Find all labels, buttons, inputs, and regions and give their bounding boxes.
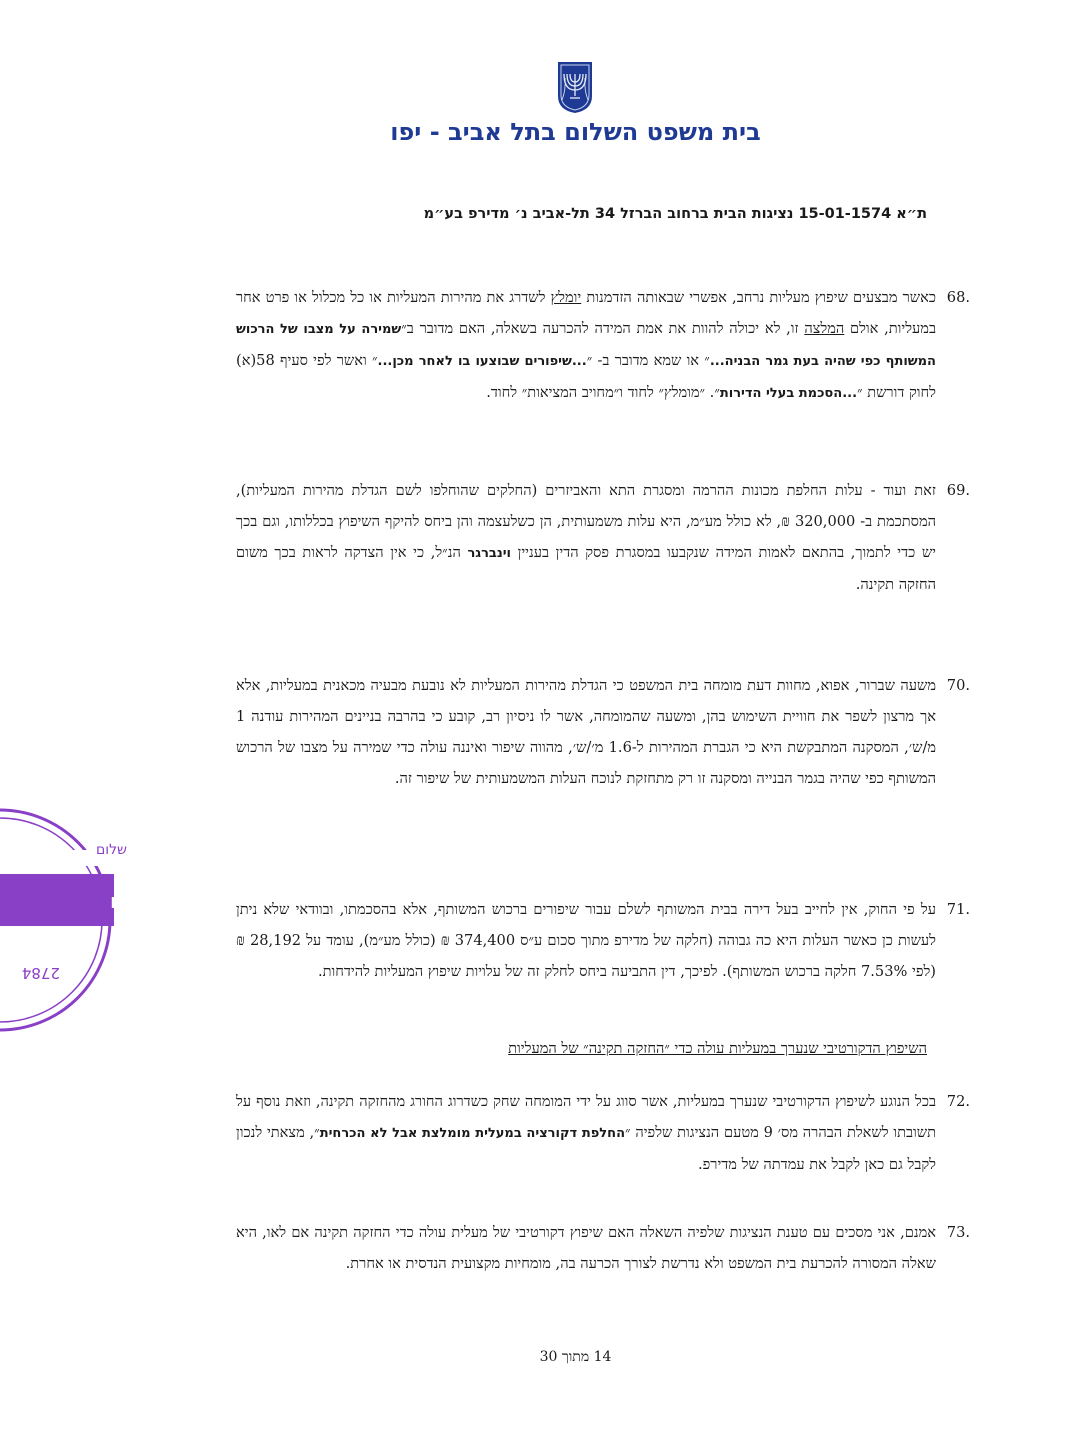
stamp-text-mid: אמן ו [110,889,160,913]
paragraph-number: 68. [946,289,970,306]
bold-case-name: וינברגר [467,546,512,561]
paragraph-number: 69. [946,482,970,499]
section-heading: השיפוץ הדקורטיבי שנערך במעליות עולה כדי ״החזקה תקינה״ של המעליות [508,1040,927,1057]
stamp-text-top: שלום [96,842,127,858]
bold-quote: החלפת דקורציה במעלית מומלצת אבל לא הכרחית [319,1126,626,1141]
underlined-term: המלצה [804,320,845,337]
paragraph-73: 73. אמנם, אני מסכים עם טענת הנציגות שלפיה השאלה האם שיפוץ דקורטיבי של מעלית עולה כדי החזקה תקינה אם לאו, היא שאלה המסורה להכרעת בית המשפט ולא נדרשת לצורך הכרעה בה, מומחיות מקצועית הנדסית או אחרת. [236,1217,936,1279]
paragraph-68: 68. כאשר מבצעים שיפוץ מעליות נרחב, אפשרי שבאותה הזדמנות יומלץ לשדרג את מהירות המעליות או כל מכלול או פרט אחר במעליות, אולם המלצה זו, לא יכולה להוות את אמת המידה להכרעה בשאלה, האם מדובר ב״שמירה על מצבו של הרכוש המשותף כפי שהיה בעת גמר הבניה...״ או שמא מדובר ב- ״...שיפורים שבוצעו בו לאחר מכן...״ ואשר לפי סעיף 58(א) לחוק דורשת ״...הסכמת בעלי הדירות״. ״מומלץ״ לחוד ו״מחויב המציאות״ לחוד. [236,282,936,409]
page-number: 14 מתוך 30 [539,1349,612,1365]
case-title: ת״א 15-01-1574 נציגות הבית ברחוב הברזל 34 תל-אביב נ׳ מדירפ בע״מ [423,206,927,222]
bold-quote: ...שיפורים שבוצעו בו לאחר מכן... [377,354,587,369]
paragraph-number: 73. [946,1224,970,1241]
court-name: בית משפט השלום בתל אביב - יפו [390,118,761,146]
bold-quote: ...הסכמת בעלי הדירות [719,386,858,401]
state-emblem-icon [556,60,594,114]
stamp-text-bottom: 2784 [21,964,60,982]
stamp-seal-icon [0,808,160,1033]
paragraph-number: 70. [946,677,970,694]
paragraph-71: 71. על פי החוק, אין לחייב בעל דירה בבית המשותף לשלם עבור שיפורים ברכוש המשותף, אלא בהסכמתו, ובוודאי שלא ניתן לעשות כן כאשר העלות היא כה גבוהה (חלקה של מדירפ מתוך סכום ע״ס 374,400 ₪ (כולל מע״מ), עומד על 28,192 ₪ (לפי 7.53% חלקה ברכוש המשותף). לפיכך, דין התביעה ביחס לחלק זה של עלויות שיפוץ המעליות להידחות. [236,894,936,987]
paragraph-number: 72. [946,1093,970,1110]
paragraph-72: 72. בכל הנוגע לשיפוץ הדקורטיבי שנערך במעליות, אשר סווג על ידי המומחה שחק כשדרוג החורג מהחזקה תקינה, וזאת נוסף על תשובתו לשאלת הבהרה מס׳ 9 מטעם הנציגות שלפיה ״החלפת דקורציה במעלית מומלצת אבל לא הכרחית״, מצאתי לנכון לקבל גם כאן לקבל את עמדתה של מדירפ. [236,1086,936,1180]
underlined-term: יומלץ [550,289,582,306]
bold-quote: שמירה על מצבו של הרכוש המשותף כפי שהיה בעת גמר הבניה... [236,322,936,369]
paragraph-69: 69. זאת ועוד - עלות החלפת מכונות ההרמה ומסגרת התא והאביזרים (החלקים שהוחלפו לשם הגדלת מהירות המעליות), המסתכמת ב- 320,000 ₪, לא כולל מע״מ, היא עלות משמעותית, הן כשלעצמה והן ביחס להיקף השיפוץ בכללותו, וגם בכך יש כדי לתמוך, בהתאם לאמות המידה שנקבעו במסגרת פסק הדין בעניין וינברגר הנ״ל, כי אין הצדקה לראות בכך משום החזקה תקינה. [236,475,936,600]
paragraph-number: 71. [946,901,970,918]
paragraph-70: 70. משעה שברור, אפוא, מחוות דעת מומחה בית המשפט כי הגדלת מהירות המעליות לא נובעת מבעיה מכאנית במעליות, אלא אך מרצון לשפר את חוויית השימוש בהן, ומשעה שהמומחה, אשר לו ניסיון רב, קובע כי בהרבה בניינים המהירות עודנה 1 מ/ש׳, המסקנה המתבקשת היא כי הגברת המהירות ל-1.6 מ׳/ש׳, מהווה שיפור ואיננה עולה כדי שמירה על מצבו של הרכוש המשותף כפי שהיה בגמר הבנייה ומסקנה זו רק מתחזקת לנוכח העלות המשמעותית של שיפור זה. [236,670,936,794]
